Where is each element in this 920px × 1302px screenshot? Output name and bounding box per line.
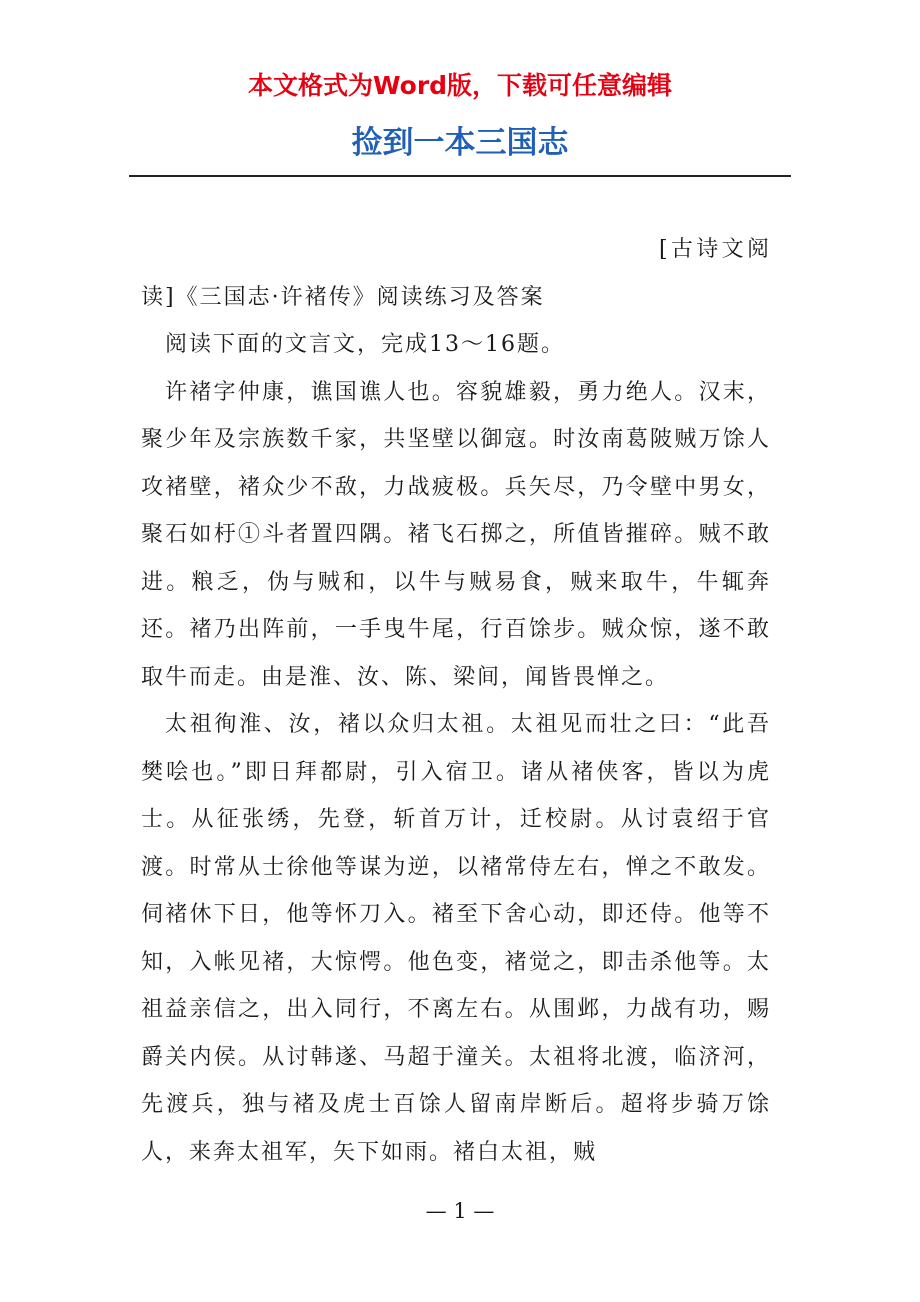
page-number: — 1 — xyxy=(425,1199,495,1223)
instruction-line: 阅读下面的文言文，完成13～16题。 xyxy=(165,332,565,357)
format-notice: 本文格式为Word版，下载可任意编辑 xyxy=(247,71,673,100)
document-title: 捡到一本三国志 xyxy=(351,125,569,161)
paragraph: 许褚字仲康，谯国谯人也。容貌雄毅，勇力绝人。汉末，聚少年及宗族数千家，共坚壁以御寇。时汝南葛陂贼万馀人攻褚壁，褚众少不敌，力战疲极。兵矢尽，乃令壁中男女，聚石如杅①斗者置四隅。褚飞石掷之，所值皆摧碎。贼不敢进。粮乏，伪与贼和，以牛与贼易食，贼来取牛，牛辄奔还。褚乃出阵前，一手曳牛尾，行百馀步。贼众惊，遂不敢取牛而走。由是淮、汝、陈、梁间，闻皆畏惮之。 xyxy=(141,379,771,690)
paragraph: 太祖徇淮、汝，褚以众归太祖。太祖见而壮之曰：“此吾樊哙也。”即日拜都尉，引入宿卫。诸从褚侠客，皆以为虎士。从征张绣，先登，斩首万计，迁校尉。从讨袁绍于官渡。时常从士徐他等谋为逆，以褚常侍左右，惮之不敢发。伺褚休下日，他等怀刀入。褚至下舍心动，即还侍。他等不知，入帐见褚，大惊愕。他色变，褚觉之，即击杀他等。太祖益亲信之，出入同行，不离左右。从围邺，力战有功，赐爵关内侯。从讨韩遂、马超于潼关。太祖将北渡，临济河，先渡兵，独与褚及虎士百馀人留南岸断后。超将步骑万馀人，来奔太祖军，矢下如雨。褚白太祖，贼 xyxy=(141,712,771,1165)
article-body xyxy=(141,226,771,1176)
title-divider xyxy=(129,175,791,177)
source-line: [古诗文阅读]《三国志·许褚传》阅读练习及答案 xyxy=(141,237,771,310)
